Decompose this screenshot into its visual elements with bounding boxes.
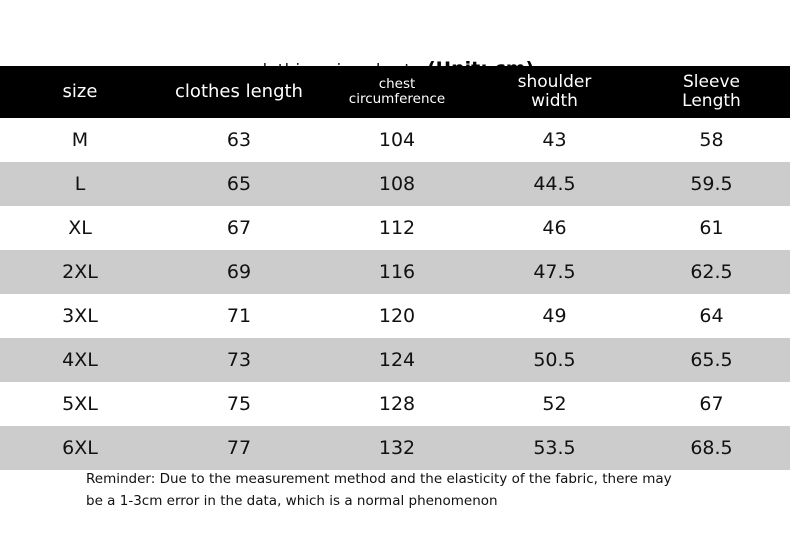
table-header-row [0, 66, 790, 118]
cell-chest-circumference: 132 [318, 426, 476, 470]
column-header-chest-circumference [318, 66, 476, 118]
table-row [0, 162, 790, 206]
table-row [0, 118, 790, 162]
reminder-note [86, 468, 726, 513]
table-row [0, 338, 790, 382]
table-row [0, 206, 790, 250]
column-header-sleeve-line1: Sleeve [683, 72, 740, 93]
cell-shoulder-width: 46 [476, 206, 633, 250]
cell-sleeve-length: 68.5 [633, 426, 790, 470]
title-row [0, 28, 790, 81]
cell-size: 4XL [0, 338, 160, 382]
table-row [0, 382, 790, 426]
table-row [0, 250, 790, 294]
column-header-chest-line1: chest [378, 75, 416, 92]
cell-size: XL [0, 206, 160, 250]
column-header-shoulder-line2: width [531, 91, 578, 111]
reminder-note-line2: be a 1-3cm error in the data, which is a normal phenomenon [86, 493, 498, 510]
column-header-size: size [62, 81, 98, 103]
cell-chest-circumference: 116 [318, 250, 476, 294]
cell-chest-circumference: 128 [318, 382, 476, 426]
cell-size: M [0, 118, 160, 162]
cell-shoulder-width: 49 [476, 294, 633, 338]
table-row [0, 294, 790, 338]
cell-shoulder-width: 52 [476, 382, 633, 426]
cell-chest-circumference: 124 [318, 338, 476, 382]
cell-shoulder-width: 47.5 [476, 250, 633, 294]
size-table [0, 66, 790, 470]
page-title: clothing size chart [253, 61, 412, 81]
table-header [0, 66, 790, 118]
cell-clothes-length: 67 [160, 206, 318, 250]
reminder-note-line1: Reminder: Due to the measurement method and the elasticity of the fabric, there may [86, 471, 672, 487]
cell-clothes-length: 71 [160, 294, 318, 338]
cell-chest-circumference: 108 [318, 162, 476, 206]
cell-size: 2XL [0, 250, 160, 294]
table-body [0, 118, 790, 470]
cell-shoulder-width: 43 [476, 118, 633, 162]
column-header-shoulder-line1: shoulder [517, 72, 592, 93]
cell-clothes-length: 63 [160, 118, 318, 162]
column-header-sleeve-line2: Length [682, 91, 741, 111]
cell-clothes-length: 69 [160, 250, 318, 294]
cell-clothes-length: 77 [160, 426, 318, 470]
cell-sleeve-length: 62.5 [633, 250, 790, 294]
unit-label: (Unit: cm) [427, 58, 535, 80]
cell-sleeve-length: 64 [633, 294, 790, 338]
cell-chest-circumference: 112 [318, 206, 476, 250]
cell-shoulder-width: 53.5 [476, 426, 633, 470]
cell-sleeve-length: 67 [633, 382, 790, 426]
table-row [0, 426, 790, 470]
cell-clothes-length: 65 [160, 162, 318, 206]
cell-sleeve-length: 61 [633, 206, 790, 250]
column-header-shoulder-width [476, 66, 633, 118]
column-header-sleeve-length [633, 66, 790, 118]
column-header-clothes-length: clothes length [175, 81, 303, 103]
cell-shoulder-width: 44.5 [476, 162, 633, 206]
cell-size: L [0, 162, 160, 206]
cell-size: 5XL [0, 382, 160, 426]
cell-chest-circumference: 120 [318, 294, 476, 338]
cell-clothes-length: 75 [160, 382, 318, 426]
column-header-chest-line2: circumference [348, 91, 446, 107]
cell-sleeve-length: 58 [633, 118, 790, 162]
cell-size: 6XL [0, 426, 160, 470]
cell-shoulder-width: 50.5 [476, 338, 633, 382]
cell-sleeve-length: 59.5 [633, 162, 790, 206]
cell-clothes-length: 73 [160, 338, 318, 382]
cell-chest-circumference: 104 [318, 118, 476, 162]
cell-sleeve-length: 65.5 [633, 338, 790, 382]
cell-size: 3XL [0, 294, 160, 338]
